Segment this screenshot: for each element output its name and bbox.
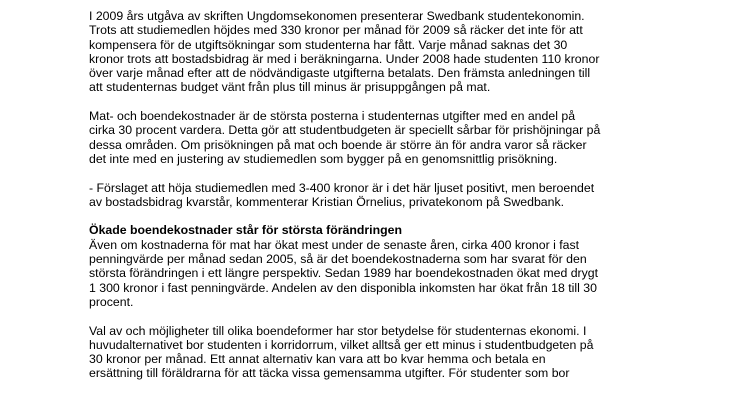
text-line: att studenternas budget vänt från plus till minus är prisuppgången på mat. [89,80,491,95]
text-line: kronor trots att bostadsbidrag är med i beräkningarna. Under 2008 hade studenten 110 kronor [89,51,600,66]
paragraph-intro [89,9,649,95]
text-line: Även om kostnaderna för mat har ökat mest under de senaste åren, cirka 400 kronor i fast [89,237,580,252]
paragraph-costs [89,109,649,166]
text-line: kompensera för de utgiftsökningar som studenterna har fått. Varje månad saknas det 30 [89,37,568,52]
text-line: Trots att studiemedlen höjdes med 330 kronor per månad för 2009 så räcker det inte för att [89,23,583,38]
paragraph-housing-options [89,324,649,381]
text-line: Val av och möjligheter till olika boendeformer har stor betydelse för studenternas ekonomi. I [89,323,587,338]
text-line: över varje månad efter att de nödvändigaste utgifterna betalats. Den främsta anledningen till [89,66,591,81]
text-line: penningvärde per månad sedan 2005, så är det boendekostnaderna som har svarat för den [89,252,587,267]
text-line: av bostadsbidrag kvarstår, kommenterar Kristian Örnelius, privatekonom på Swedbank. [89,194,565,209]
text-line: ersättning till föräldrarna för att täcka vissa gemensamma utgifter. För studenter som bor [89,366,570,381]
text-line: 30 kronor per månad. Ett annat alternativ kan vara att bo kvar hemma och betala en [89,352,546,367]
text-line: I 2009 års utgåva av skriften Ungdomsekonomen presenterar Swedbank studentekonomin. [89,9,585,23]
text-line: procent. [89,294,134,309]
text-line: Mat- och boendekostnader är de största posterna i studenternas utgifter med en andel på [89,109,576,124]
paragraph-quote [89,181,649,210]
section-heading: Ökade boendekostnader står för största förändringen [89,223,402,238]
text-line: - Förslaget att höja studiemedlen med 3-400 kronor är i det här ljuset positivt, men beroendet [89,180,595,195]
document-page [89,9,649,395]
text-line: huvudalternativet bor studenten i korridorrum, vilket alltså ger ett minus i studentbudgeten på [89,337,594,352]
section-housing-costs [89,223,649,309]
text-line: det inte med en justering av studiemedlen som bygger på en genomsnittlig prisökning. [89,151,558,166]
text-line: dessa områden. Om prisökningen på mat och boende är större än för andra varor så räcker [89,137,587,152]
text-line: 1 300 kronor i fast penningvärde. Andelen av den disponibla inkomsten har ökat från 18 till 30 [89,280,597,295]
text-line: största förändringen i ett längre perspektiv. Sedan 1989 har boendekostnaden ökat med drygt [89,266,599,281]
text-line: cirka 30 procent vardera. Detta gör att studentbudgeten är speciellt sårbar för prishöjningar på [89,123,601,138]
